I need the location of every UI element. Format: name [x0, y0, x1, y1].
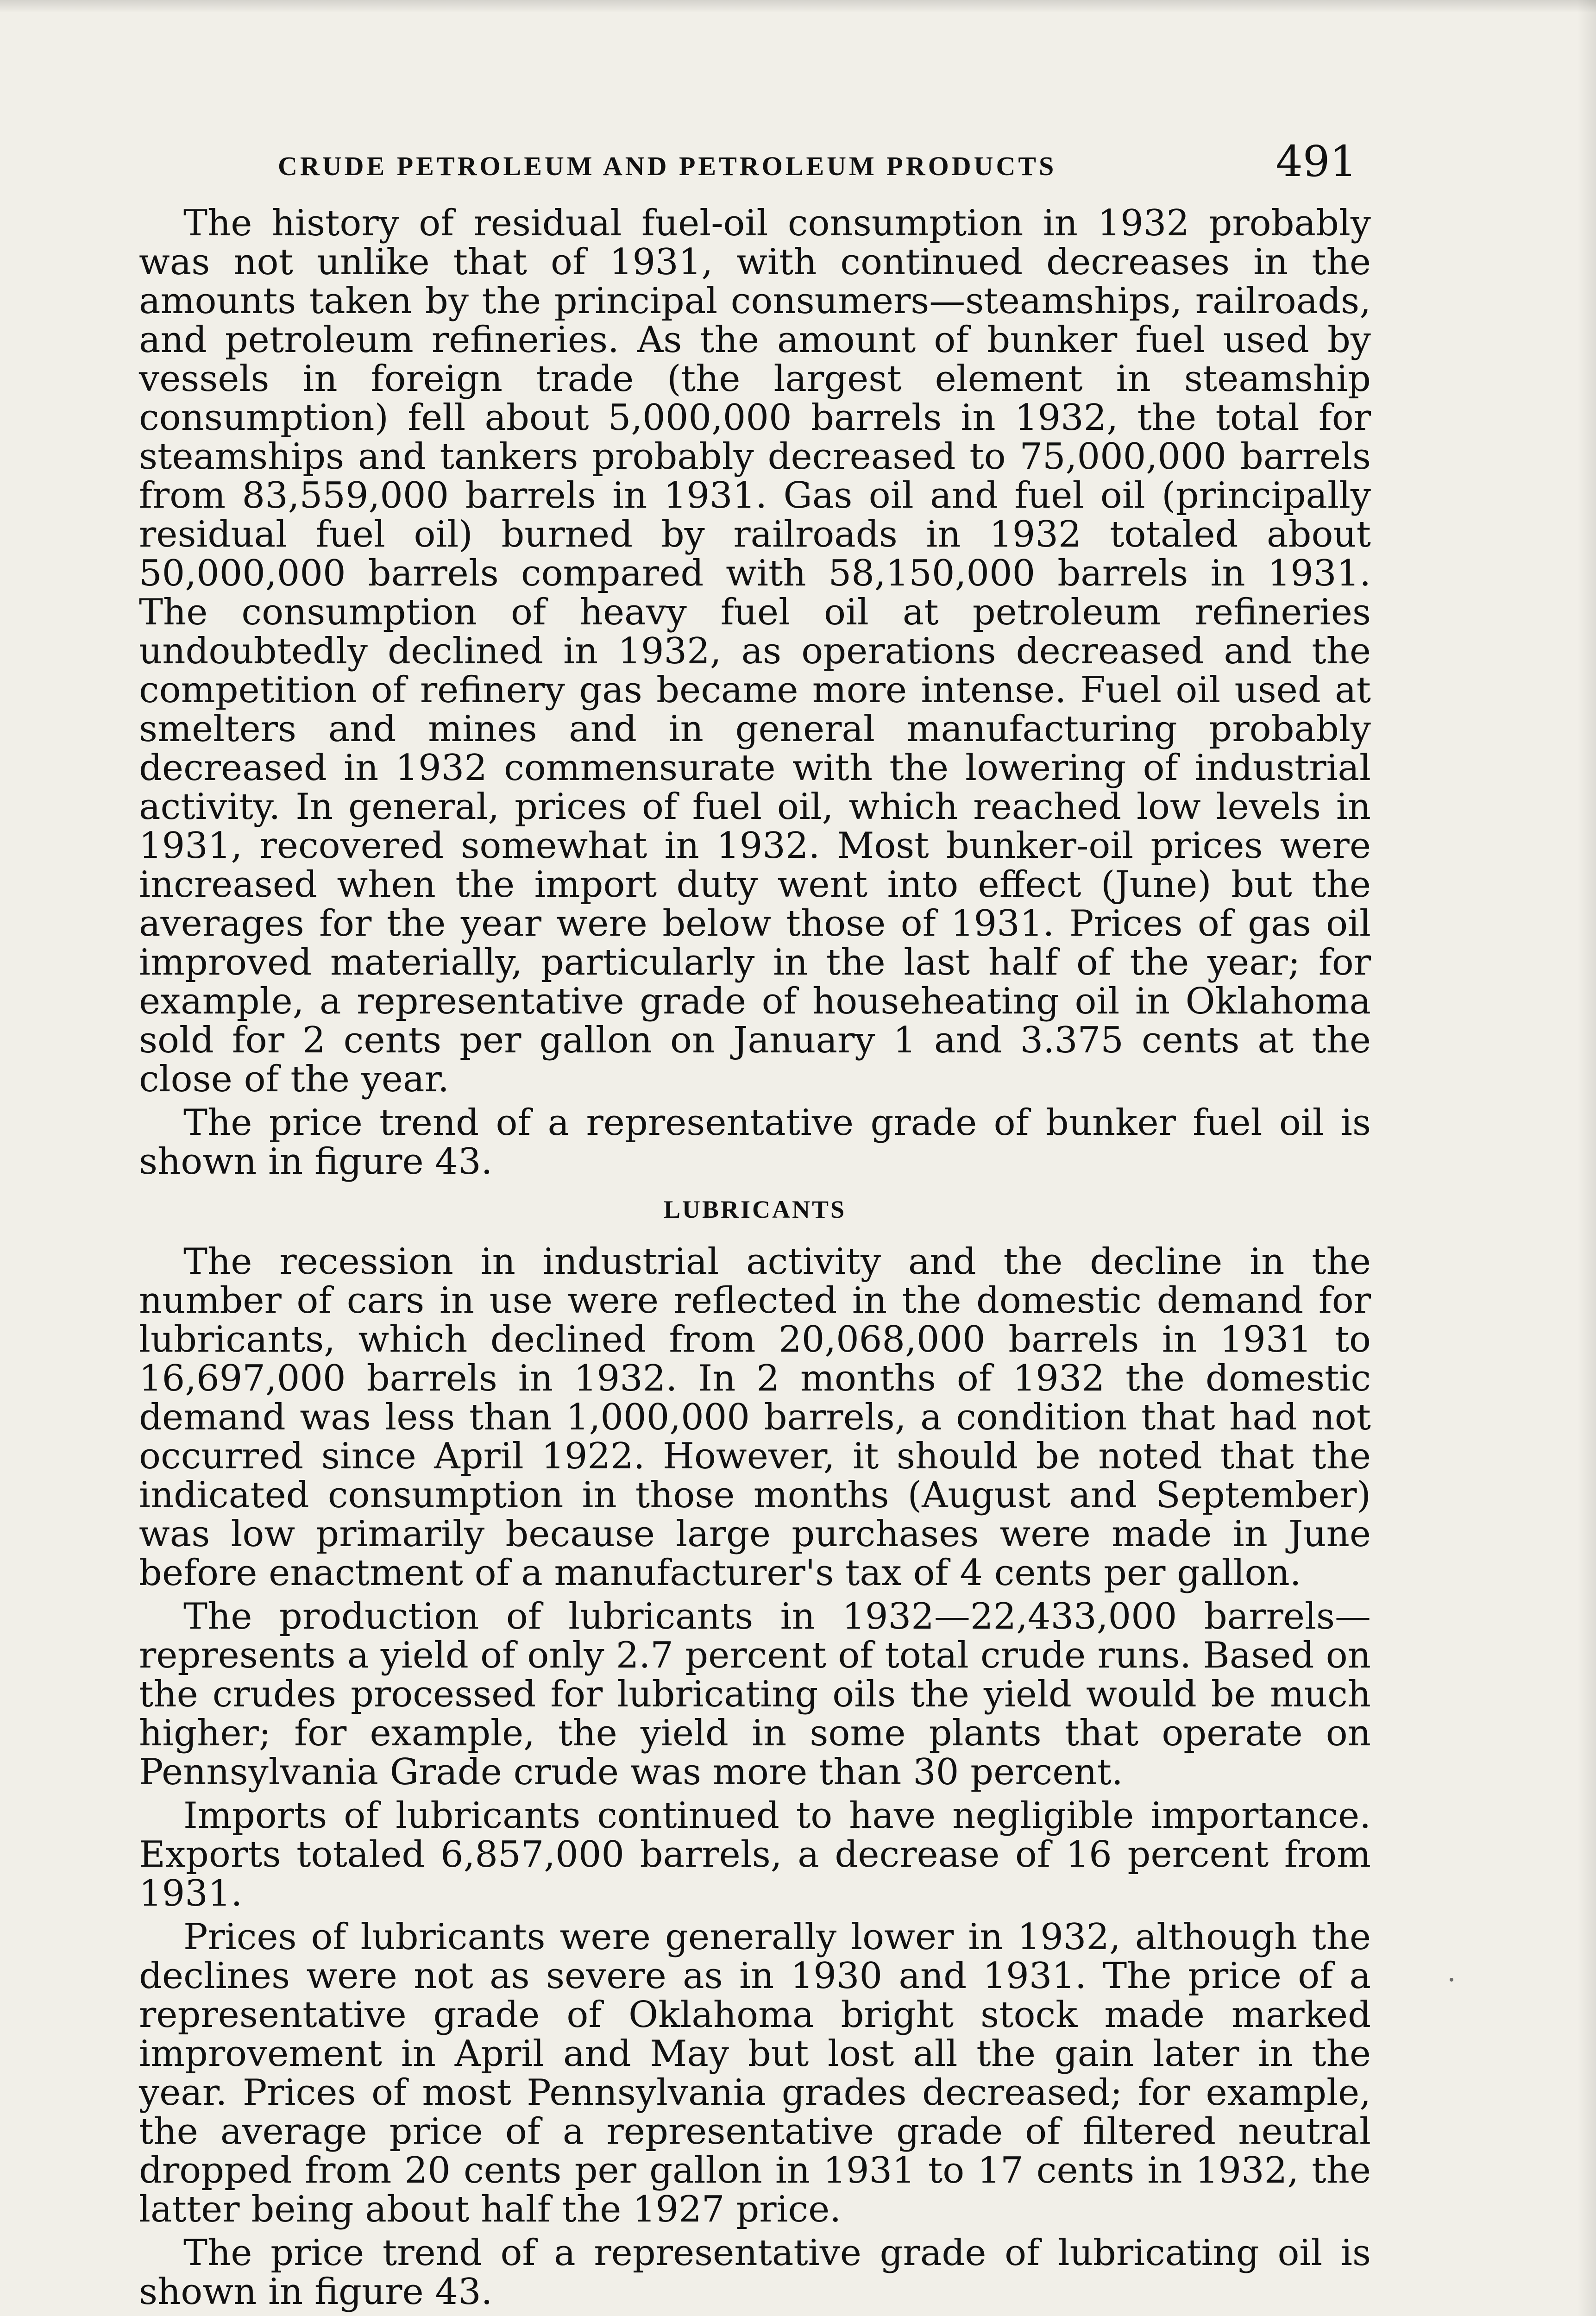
paragraph-lubricant-prices: Prices of lubricants were generally lower in 1932, although the declines were not as severe as in 1930 and 1931. The price of a representative grade of Oklahoma bright stock made marked improvement in April and May but lost all the gain later in the year. Prices of most Pennsylvania grades decreased; for example, the average price of a representative grade of filtered neutral dropped from 20 cents per gallon in 1931 to 17 cents in 1932, the latter being about half the 1927 price. [139, 1916, 1371, 2230]
running-head-title: CRUDE PETROLEUM AND PETROLEUM PRODUCTS [278, 151, 1057, 181]
paragraph-lubricant-production: The production of lubricants in 1932—22,433,000 barrels—represents a yield of only 2.7 percent of total crude runs. Based on the crudes processed for lubricating oils the yield would be much higher; for example, the yield in some plants that operate on Pennsylvania Grade crude was more than 30 percent. [139, 1596, 1371, 1793]
paragraph-lubricant-imports-exports: Imports of lubricants continued to have negligible importance. Exports totaled 6,857,000 barrels, a decrease of 16 percent from 1931. [139, 1795, 1371, 1914]
scan-top-shadow [0, 0, 1596, 13]
scan-right-edge [1577, 0, 1596, 2316]
heading-lubricants: LUBRICANTS [663, 1196, 847, 1223]
section-residual-fuel-oil [139, 204, 1371, 1181]
scan-speck [1450, 1978, 1453, 1982]
paragraph-lubricating-oil-price: The price trend of a representative grade of lubricating oil is shown in figure 43. [139, 2232, 1371, 2313]
page-number: 491 [1276, 137, 1357, 186]
section-lubricants [139, 1195, 1371, 2311]
paragraph-lubricant-demand: The recession in industrial activity and the decline in the number of cars in use were reflected in the domestic demand for lubricants, which declined from 20,068,000 barrels in 1931 to 16,697,000 barrels in 1932. In 2 months of 1932 the domestic demand was less than 1,000,000 barrels, a condition that had not occurred since April 1922. However, it should be noted that the indicated consumption in those months (August and September) was low primarily because large purchases were made in June before enactment of a manufacturer's tax of 4 cents per gallon. [139, 1241, 1371, 1594]
paragraph-bunker-fuel-price: The price trend of a representative grade of bunker fuel oil is shown in figure 43. [139, 1102, 1371, 1183]
document-page [139, 137, 1371, 2316]
running-head [139, 137, 1371, 197]
paragraph-fuel-oil-history: The history of residual fuel-oil consumption in 1932 probably was not unlike that of 1931, with continued decreases in the amounts taken by the principal consumers—steamships, railroads, and petroleum refineries. As the amount of bunker fuel used by vessels in foreign trade (the largest element in steamship consumption) fell about 5,000,000 barrels in 1932, the total for steamships and tankers probably decreased to 75,000,000 barrels from 83,559,000 barrels in 1931. Gas oil and fuel oil (principally residual fuel oil) burned by railroads in 1932 totaled about 50,000,000 barrels compared with 58,150,000 barrels in 1931. The consumption of heavy fuel oil at petroleum refineries undoubtedly declined in 1932, as operations decreased and the competition of refinery gas became more intense. Fuel oil used at smelters and mines and in general manufacturing probably decreased in 1932 commensurate with the lowering of industrial activity. In general, prices of fuel oil, which reached low levels in 1931, recovered somewhat in 1932. Most bunker-oil prices were increased when the import duty went into effect (June) but the averages for the year were below those of 1931. Prices of gas oil improved materially, particularly in the last half of the year; for example, a representative grade of househeating oil in Oklahoma sold for 2 cents per gallon on January 1 and 3.375 cents at the close of the year. [139, 202, 1371, 1100]
